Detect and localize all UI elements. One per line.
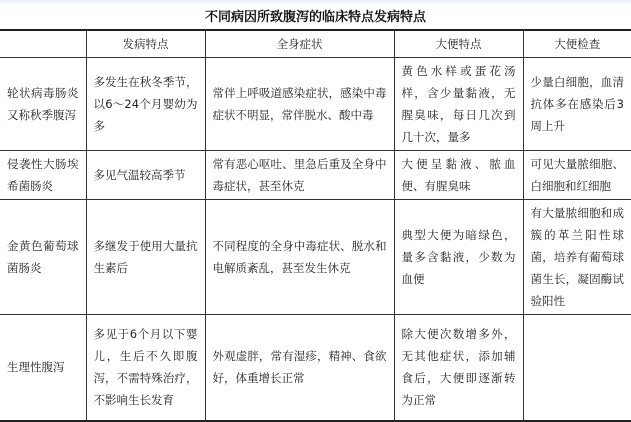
- cell-onset: 多发生在秋冬季节，以6～24个月婴幼为多: [86, 58, 205, 151]
- header-row: [0, 30, 631, 58]
- cell-systemic: 不同程度的全身中毒症状、脱水和电解质紊乱，甚至发生休克: [205, 200, 394, 315]
- header-stool: 大便特点: [394, 30, 523, 58]
- cell-disease: 侵袭性大肠埃希菌肠炎: [0, 151, 86, 200]
- cell-stool: 黄色水样或蛋花汤样，含少量黏液，无腥臭味，每日几次到几十次，量多: [394, 58, 523, 151]
- header-onset: 发病特点: [86, 30, 205, 58]
- cell-stool: 除大便次数增多外，无其他症状，添加辅食后，大便即逐渐转为正常: [394, 315, 523, 421]
- cell-disease: 轮状病毒肠炎又称秋季腹泻: [0, 58, 86, 151]
- cell-disease: 生理性腹泻: [0, 315, 86, 421]
- cell-stool: 大便呈黏液、脓血便、有腥臭味: [394, 151, 523, 200]
- table-row: [0, 151, 631, 200]
- cell-onset: 多见气温较高季节: [86, 151, 205, 200]
- header-exam: 大便检查: [523, 30, 631, 58]
- cell-systemic: 外观虚胖，常有湿疹，精神、食欲好，体重增长正常: [205, 315, 394, 421]
- cell-exam: 少量白细胞，血清抗体多在感染后3周上升: [523, 58, 631, 151]
- top-band: [0, 0, 631, 3]
- header-systemic: 全身症状: [205, 30, 394, 58]
- cell-systemic: 常伴上呼吸道感染症状，感染中毒症状不明显，常伴脱水、酸中毒: [205, 58, 394, 151]
- cell-systemic: 常有恶心呕吐、里急后重及全身中毒症状，甚至休克: [205, 151, 394, 200]
- cell-disease: 金黄色葡萄球菌肠炎: [0, 200, 86, 315]
- table-row: [0, 315, 631, 421]
- cell-onset: 多继发于使用大量抗生素后: [86, 200, 205, 315]
- header-blank: [0, 30, 86, 58]
- cell-exam: 有大量脓细胞和成簇的革兰阳性球菌，培养有葡萄球菌生长，凝固酶试验阳性: [523, 200, 631, 315]
- cell-onset: 多见于6个月以下婴儿，生后不久即腹泻，不需特殊治疗，不影响生长发育: [86, 315, 205, 421]
- diarrhea-comparison-table: [0, 29, 631, 422]
- table-row: [0, 58, 631, 151]
- table-row: [0, 200, 631, 315]
- cell-stool: 典型大便为暗绿色，量多含黏液，少数为血便: [394, 200, 523, 315]
- cell-exam: 可见大量脓细胞、白细胞和红细胞: [523, 151, 631, 200]
- table-title: 不同病因所致腹泻的临床特点发病特点: [204, 10, 426, 25]
- cell-exam: [523, 315, 631, 421]
